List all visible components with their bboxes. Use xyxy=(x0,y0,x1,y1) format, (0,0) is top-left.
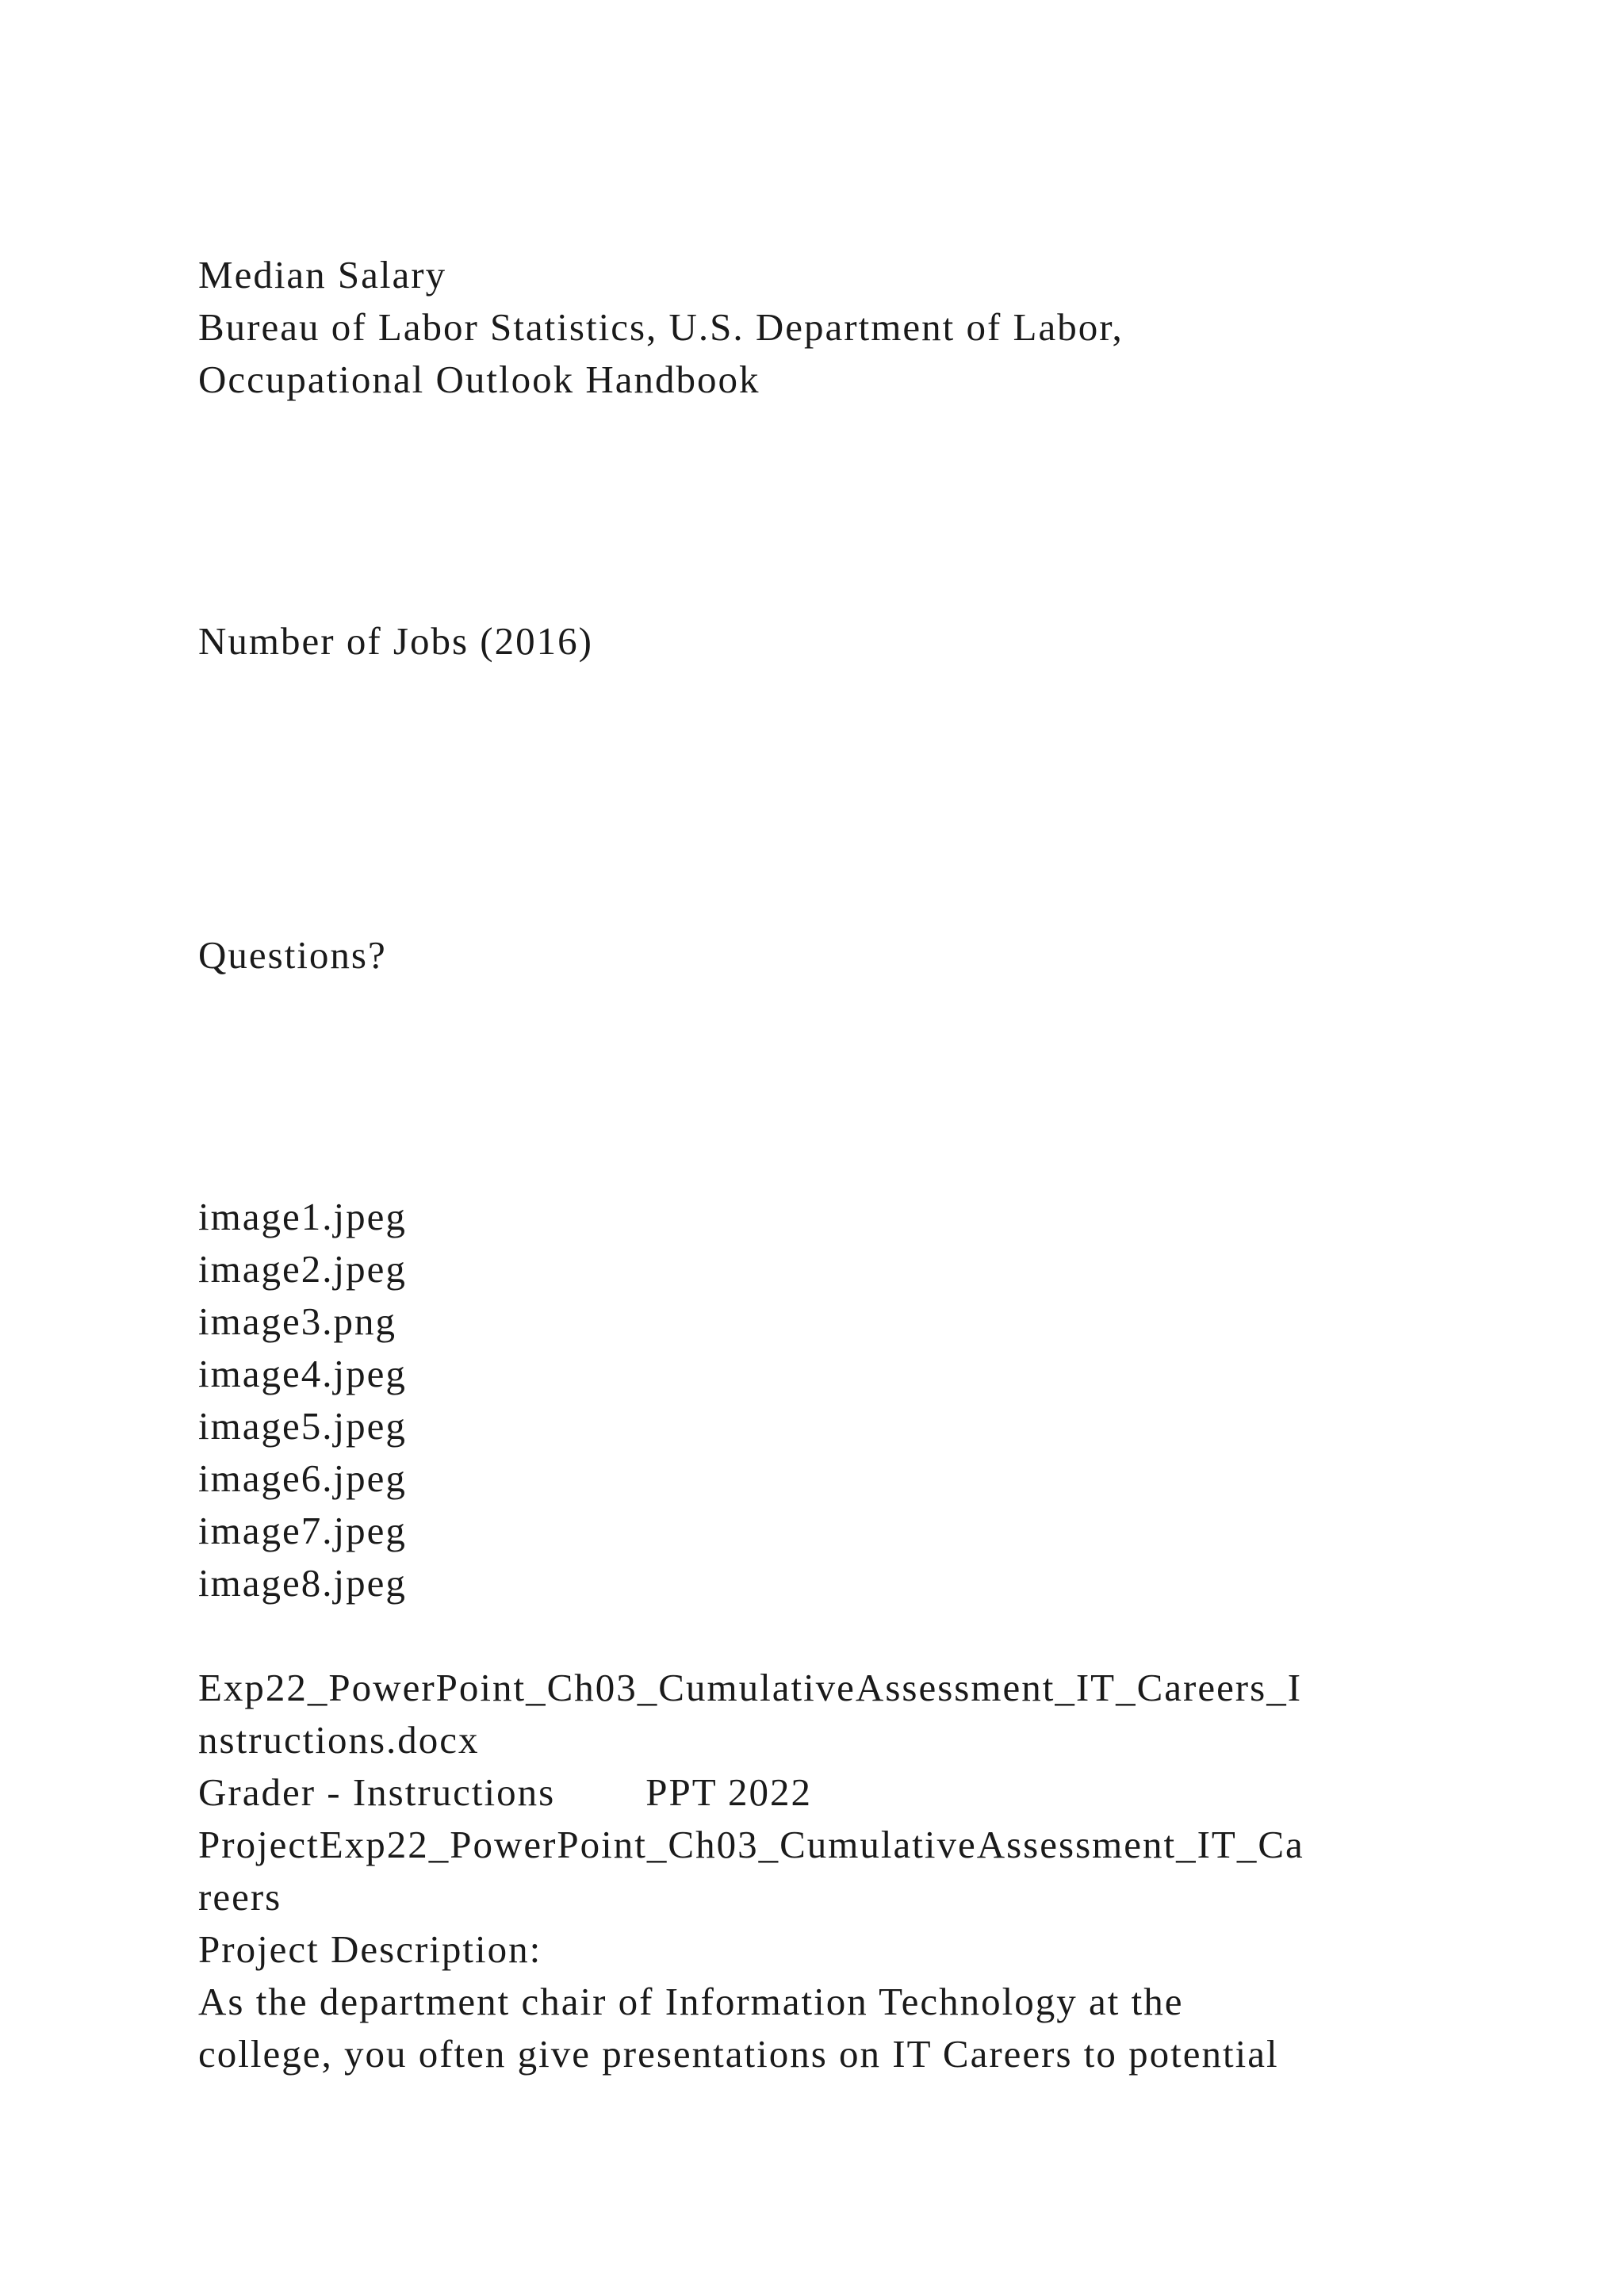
project-name-line-1: ProjectExp22_PowerPoint_Ch03_CumulativeAssessment_IT_Ca xyxy=(198,1823,1304,1866)
image-file-1: image1.jpeg xyxy=(198,1195,407,1238)
description-line-1: As the department chair of Information Technology at the xyxy=(198,1980,1184,2023)
grader-line: Grader - Instructions PPT 2022 xyxy=(198,1770,812,1814)
image-file-6: image6.jpeg xyxy=(198,1456,407,1500)
project-description-label: Project Description: xyxy=(198,1927,542,1971)
questions-heading: Questions? xyxy=(198,933,387,977)
description-line-2: college, you often give presentations on IT Careers to potential xyxy=(198,2032,1279,2076)
source-line-1: Bureau of Labor Statistics, U.S. Department of Labor, xyxy=(198,305,1124,349)
image-file-8: image8.jpeg xyxy=(198,1561,407,1605)
image-file-2: image2.jpeg xyxy=(198,1247,407,1291)
image-file-3: image3.png xyxy=(198,1299,396,1343)
median-salary-heading: Median Salary xyxy=(198,253,447,297)
image-file-5: image5.jpeg xyxy=(198,1404,407,1448)
image-file-4: image4.jpeg xyxy=(198,1352,407,1395)
number-of-jobs-heading: Number of Jobs (2016) xyxy=(198,619,593,663)
instructions-filename-line-2: nstructions.docx xyxy=(198,1718,480,1762)
instructions-filename-line-1: Exp22_PowerPoint_Ch03_CumulativeAssessment_IT_Careers_I xyxy=(198,1666,1303,1709)
image-file-7: image7.jpeg xyxy=(198,1509,407,1552)
source-line-2: Occupational Outlook Handbook xyxy=(198,358,760,401)
project-name-line-2: reers xyxy=(198,1875,282,1919)
